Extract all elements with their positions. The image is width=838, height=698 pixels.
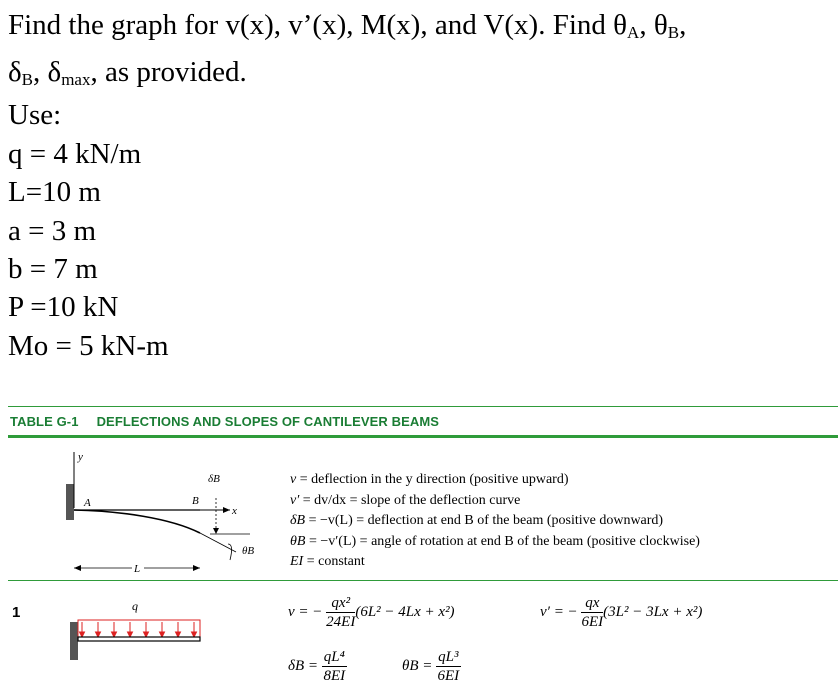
problem-line-1-mid: , θ [639,9,668,41]
x-axis-label: x [232,505,237,517]
case-1-beam [78,637,200,641]
definition-ei-symbol: EI [290,554,304,569]
case-1-fixed-support [70,622,78,660]
delta-b-symbol: δ [8,56,22,88]
given-b: b = 7 m [8,253,98,285]
distributed-load-arrows [80,622,197,637]
equation-v [288,594,455,631]
point-b-label: B [192,495,199,507]
equation-delta-b-fraction [322,648,347,685]
fixed-support [66,484,74,520]
equation-theta-b-fraction [436,648,460,685]
equation-v-prime-numerator: qx [581,594,603,613]
case-1-figure [60,596,210,662]
equation-theta-b-denominator: 6EI [437,668,460,684]
table-title-text: DEFLECTIONS AND SLOPES OF CANTILEVER BEAMS [96,414,440,429]
theta-b-tangent [200,533,236,552]
given-q: q = 4 kN/m [8,138,142,170]
case-number: 1 [12,604,21,621]
equation-delta-b-denominator: 8EI [323,668,346,684]
definition-theta-b-text: = −v′(L) = angle of rotation at end B of the beam (positive clockwise) [305,533,700,549]
length-label: L [134,563,141,575]
table-top-rule [8,406,838,407]
delta-max-subscript: max [61,70,91,89]
theta-a-subscript: A [627,23,640,42]
equation-delta-b [288,648,347,685]
equation-v-prime-rest: (3L² − 3Lx + x²) [603,603,703,620]
equation-v-prime [540,594,702,631]
theta-b-arc [228,544,232,560]
deflection-curve [74,510,200,533]
delta-b-subscript: B [21,70,34,89]
equation-theta-b-numerator: qL³ [438,649,459,665]
equation-v-fraction [326,594,355,631]
equation-theta-b-lhs: θB = [402,657,433,674]
definition-v-prime-text: = dv/dx = slope of the deflection curve [299,492,521,508]
length-arrow-right [193,565,200,571]
theta-b-subscript: B [667,23,680,42]
theta-b-label: θB [242,545,255,557]
definition-theta-b-symbol: θB [290,533,306,549]
given-mo: Mo = 5 kN-m [8,330,169,362]
y-axis-label: y [78,451,83,463]
cantilever-reference-figure [60,448,270,578]
definition-delta-b-text: = −v(L) = deflection at end B of the beam (positive downward) [305,513,664,528]
given-p: P =10 kN [8,291,119,323]
problem-line-1-end: , [679,9,687,41]
equation-v-prime-denominator: 6EI [581,614,604,630]
table-row-rule [8,580,838,581]
problem-line-2-end: , as provided. [90,56,247,88]
equation-v-prime-fraction [581,594,603,631]
delta-b-arrow [213,528,219,534]
definition-v-prime [290,491,700,512]
table-title [10,414,439,429]
table-id: TABLE G-1 [10,414,79,429]
equation-v-rest: (6L² − 4Lx + x²) [355,603,455,620]
equation-delta-b-lhs: δB = [288,657,319,674]
equation-v-numerator: qx² [326,594,355,613]
definition-ei [290,552,700,573]
definition-theta-b [290,532,700,553]
x-axis-arrow [223,507,230,513]
definition-delta-b [290,511,700,532]
point-a-label: A [84,497,91,509]
definitions-list [290,470,700,573]
load-q-label: q [132,599,138,613]
given-a: a = 3 m [8,215,97,247]
definition-v [290,470,700,491]
definition-v-text: = deflection in the y direction (positive upward) [296,472,569,487]
equation-v-prime-lhs: v′ = − [540,603,578,620]
definition-v-symbol: v [290,472,297,487]
problem-line-1 [8,6,686,44]
use-label: Use: [8,99,62,131]
definition-v-prime-symbol: v′ [290,492,300,508]
problem-line-2 [8,53,247,91]
delta-max-symbol: , δ [33,56,62,88]
table-header-rule [8,435,838,438]
equation-theta-b [402,648,461,685]
definition-delta-b-symbol: δB [290,513,306,528]
given-length: L=10 m [8,176,101,208]
equation-v-denominator: 24EI [326,614,356,630]
problem-line-1-text: Find the graph for v(x), v’(x), M(x), and V(x). Find θ [8,9,628,41]
definition-ei-text: = constant [303,554,365,569]
equation-v-lhs: v = − [288,603,323,620]
length-arrow-left [74,565,81,571]
delta-b-label: δB [208,473,220,485]
equation-delta-b-numerator: qL⁴ [323,649,345,665]
